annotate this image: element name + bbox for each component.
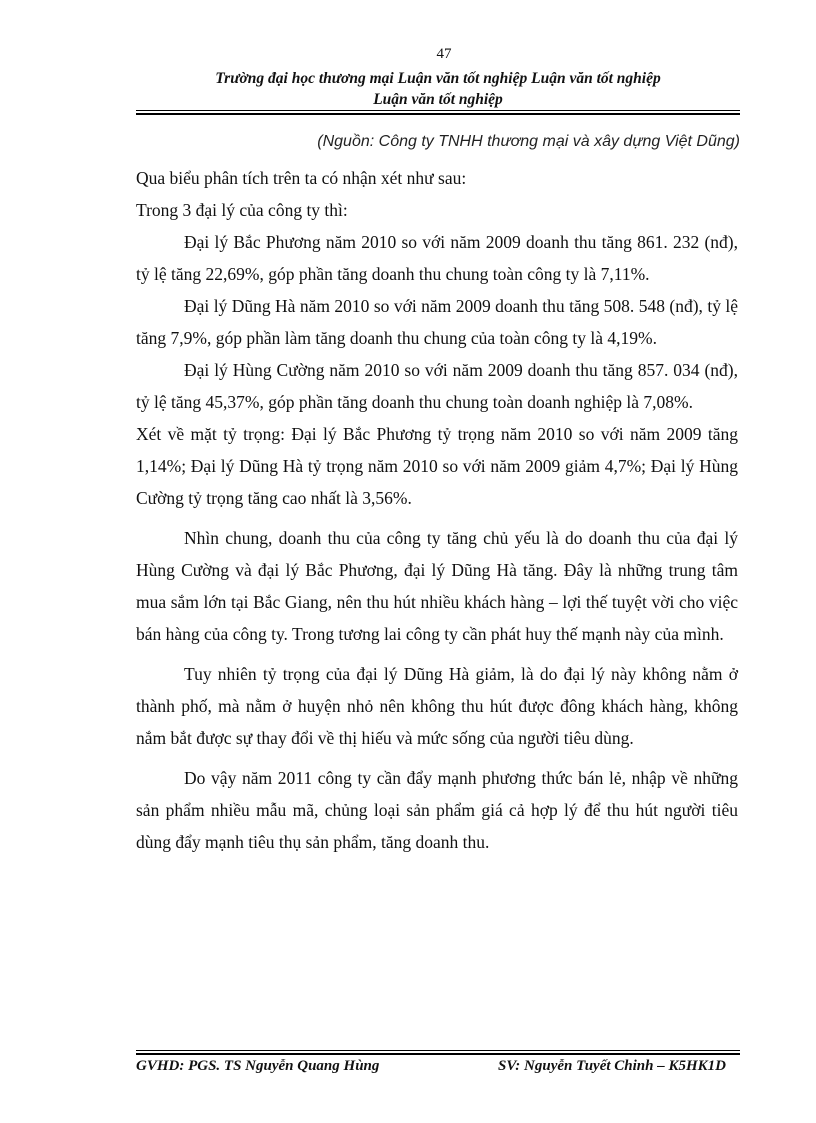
paragraph-bac-phuong: Đại lý Bắc Phương năm 2010 so với năm 2009 doanh thu tăng 861. 232 (nđ), tỷ lệ tăng 22,69%, góp phần tăng doanh thu chung toàn công ty là 7,11%.	[136, 232, 738, 284]
source-note: (Nguồn: Công ty TNHH thương mại và xây dựng Việt Dũng)	[317, 133, 740, 150]
page-number: 47	[436, 46, 452, 62]
header-title-line-2: Luận văn tốt nghiệp	[373, 91, 503, 108]
paragraph-overview: Nhìn chung, doanh thu của công ty tăng chủ yếu là do doanh thu của đại lý Hùng Cường và đại lý Bắc Phương, đại lý Dũng Hà tăng. Đây là những trung tâm mua sắm lớn tại Bắc Giang, nên thu hút nhiều khách hàng – lợi thế tuyệt vời cho việc bán hàng của công ty. Trong tương lai công ty cần phát huy thế mạnh này của mình.	[136, 528, 738, 644]
footer-student: SV: Nguyễn Tuyết Chinh – K5HK1D	[498, 1058, 726, 1074]
paragraph-intro: Qua biểu phân tích trên ta có nhận xét như sau:	[136, 168, 467, 188]
footer-advisor: GVHD: PGS. TS Nguyễn Quang Hùng	[136, 1058, 380, 1074]
paragraph-dung-ha: Đại lý Dũng Hà năm 2010 so với năm 2009 doanh thu tăng 508. 548 (nđ), tỷ lệ tăng 7,9%, góp phần làm tăng doanh thu chung của toàn công ty là 4,19%.	[136, 296, 738, 348]
document-body	[136, 162, 738, 858]
header-title-line-1: Trường đại học thương mại Luận văn tốt nghiệp Luận văn tốt nghiệp	[215, 70, 661, 87]
paragraph-dung-ha-decline: Tuy nhiên tỷ trọng của đại lý Dũng Hà giảm, là do đại lý này không nằm ở thành phố, mà nằm ở huyện nhỏ nên không thu hút được đông khách hàng, không nắm bắt được sự thay đổi về thị hiếu và mức sống của người tiêu dùng.	[136, 664, 738, 748]
paragraph-proportion: Xét về mặt tỷ trọng: Đại lý Bắc Phương tỷ trọng năm 2010 so với năm 2009 tăng 1,14%; Đại lý Dũng Hà tỷ trọng năm 2010 so với năm 2009 giảm 4,7%; Đại lý Hùng Cường tỷ trọng tăng cao nhất là 3,56%.	[136, 424, 738, 508]
paragraph-agents-intro: Trong 3 đại lý của công ty thì:	[136, 200, 348, 220]
footer-rule-thin	[136, 1050, 740, 1051]
header-rule-thick	[136, 113, 740, 115]
paragraph-recommendation: Do vậy năm 2011 công ty cần đẩy mạnh phương thức bán lẻ, nhập về những sản phẩm nhiều mẫu mã, chủng loại sản phẩm giá cả hợp lý để thu hút người tiêu dùng đẩy mạnh tiêu thụ sản phẩm, tăng doanh thu.	[136, 768, 738, 852]
header-rule-thin	[136, 110, 740, 111]
footer	[136, 1058, 726, 1075]
paragraph-hung-cuong: Đại lý Hùng Cường năm 2010 so với năm 2009 doanh thu tăng 857. 034 (nđ), tỷ lệ tăng 45,37%, góp phần tăng doanh thu chung toàn doanh nghiệp là 7,08%.	[136, 360, 738, 412]
footer-rule-thick	[136, 1053, 740, 1055]
